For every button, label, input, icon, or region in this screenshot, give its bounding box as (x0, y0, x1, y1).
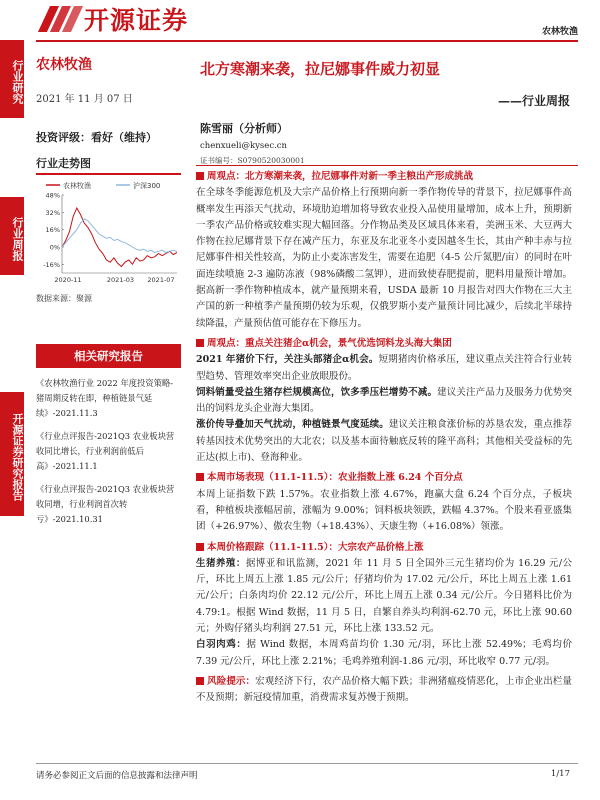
section-heading: 周观点：北方寒潮来袭，拉尼娜事件对新一季主粮出产形成挑战 (207, 171, 474, 182)
analyst-block (200, 120, 305, 166)
left-column (36, 48, 181, 527)
section-lead: 白羽肉鸡： (196, 639, 247, 651)
y-tick-label: 16% (45, 226, 60, 235)
section-text: 短期猪肉价格承压，建议重点关注符合行业转型趋势、管理效率突出企业放眼股份。 (196, 354, 572, 382)
trend-chart (36, 179, 181, 289)
section-heading-value: 农业指数上涨 6.24 个百分点 (337, 472, 463, 484)
series-line (62, 208, 177, 267)
bullet-icon (196, 473, 204, 481)
related-report-link[interactable]: 《农林牧渔行业 2022 年度投资策略-猪周期反转在即，种植链景气延续》-2021.11.3 (36, 378, 174, 418)
section-text: 建议关注产品力及服务力优势突出的饲料龙头企业海大集团。 (196, 386, 572, 415)
section-risk (196, 674, 572, 707)
logo-text: 开源证券 (84, 6, 189, 35)
y-tick-label: 48% (45, 191, 60, 200)
section-weekly-view-1 (196, 169, 572, 332)
report-title: 北方寒潮来袭，拉尼娜事件威力初显 (200, 60, 441, 78)
section-lead: 风险提示： (207, 675, 256, 687)
section-heading: 周观点：重点关注猪企α机会，景气优选饲料龙头海大集团 (207, 337, 452, 349)
section-lead: 饲料销量受益生猪存栏规模高位，饮多季压栏增势不减。 (196, 386, 438, 398)
analyst-divider (196, 165, 578, 166)
related-report-link[interactable]: 《行业点评报告-2021Q3 农业板块营收同比增长，行业利润前低后高》-2021.11.1 (36, 431, 175, 471)
related-reports-header: 相关研究报告 (36, 344, 181, 368)
series-line (62, 219, 177, 253)
footer-divider (36, 763, 578, 764)
trend-chart-svg (36, 179, 181, 289)
section-heading: 本周价格跟踪（11.1-11.5）： (207, 541, 338, 553)
trend-chart-title: 行业走势图 (36, 155, 181, 175)
side-tab-kysec-research: 开源证券研究报告 (0, 392, 24, 516)
x-tick-label: 2021-07 (147, 276, 175, 284)
x-tick-label: 2021-03 (106, 276, 135, 284)
section-text: 本周上证指数下跌 1.57%。农业指数上涨 4.67%，跑赢大盘 6.24 个百分点，子板块看，种植板块涨幅居前，涨幅为 9.00%；饲料板块领跌，跌幅 4.37%。个股来看亚盛集团（+26.97%）、傲农生物（+18.43%）、天康生物（+16.08%）领涨。 (196, 488, 572, 533)
chart-source: 数据来源：聚源 (36, 294, 92, 303)
report-subtitle: ——行业周报 (497, 94, 570, 108)
section-text: 据 Wind 数据，本周鸡苗均价 1.30 元/羽，环比上涨 52.49%；毛鸡均价 7.39 元/公斤，环比上涨 2.21%；毛鸡养殖利润-1.86 元/羽，环比收窄 0.77 元/羽。 (196, 639, 572, 667)
section-price-tracking (196, 540, 572, 670)
logo-mark-icon (38, 4, 78, 34)
side-tab-weekly-report: 行业周报 (0, 197, 24, 275)
legend-label: 农林牧渔 (63, 182, 91, 190)
x-tick-label: 2020-11 (54, 276, 82, 284)
related-report-link[interactable]: 《行业点评报告-2021Q3 农业板块营收同增，行业利润首次转亏》-2021.10.31 (36, 484, 175, 524)
legend-label: 沪深300 (133, 182, 161, 190)
header-sector-tag: 农林牧渔 (541, 27, 578, 37)
report-date: 2021 年 11 月 07 日 (36, 94, 133, 105)
bullet-icon (196, 172, 204, 180)
brand-logo (38, 2, 188, 36)
section-text: 宏观经济下行，农产品价格大幅下跌；非洲猪瘟疫情恶化，上市企业出栏量不及预期；新冠疫情加重，消费需求复苏慢于预期。 (196, 675, 572, 704)
analyst-name: 陈雪丽（分析师） (200, 122, 288, 135)
section-heading-value: 大宗农产品价格上涨 (337, 541, 424, 553)
section-text: 据博亚和讯监测，2021 年 11 月 5 日全国外三元生猪均价为 16.29 元/公斤，环比上周五上涨 1.85 元/公斤；仔猪均价为 17.02 元/公斤，环比上周五上涨 1.61 元/公斤；白条肉均价 22.12 元/公斤，环比上周五上涨 0.34 元/公斤。今日猪料比价为 4.79:1。根据 Wind 数据，11 月 5 日，自繁自养头均利润-62.70 元，环比上涨 90.60 元；外购仔猪头均利润 27.51 元，环比上涨 133.52 元。 (196, 557, 572, 635)
section-lead: 2021 年猪价下行，关注头部猪企α机会。 (196, 354, 379, 366)
section-heading: 本周市场表现（11.1-11.5）： (207, 472, 338, 484)
bullet-icon (196, 339, 204, 347)
sector-name: 农林牧渔 (36, 57, 92, 73)
page-number: 1/17 (550, 769, 570, 779)
analyst-cert: 证书编号：S0790520030001 (200, 156, 305, 165)
side-tab-industry-research: 行业研究 (0, 40, 24, 118)
section-text: 在全球冬季能源危机及大宗产品价格上行预期向新一季作物传导的背景下，拉尼娜事件高概率发生再添天气扰动，环境肋迫增加将导致农业投入品使用量增加，成本上升，预期新一季农产品价格或较难实现大幅回落。分作物品类及区域具体来看，美洲玉米、大豆两大作物在拉尼娜背景下存在减产压力，东亚及东北亚冬小麦因越冬生长，其由产种丰赤与拉尼娜事件相关性较高，为防止小麦冻害发生，需要在追肥（4-5 公斤氮肥/亩）的同时在叶面连续喷施 2-3 遍防冻液（98%磷酸二氢钾），进而致使春肥提前，肥料用量预计增加。据高新一季作物种植成本，就产量预期来看，USDA 最新 10 月报告对四大作物在三大主产国的新一种植季产量预期仍较为乐观，仅俄罗斯小麦产量预计同比减少，后续北半球持续降温，产量预估值可能存在下修压力。 (196, 187, 572, 329)
section-market-performance (196, 470, 572, 535)
y-tick-label: 32% (45, 208, 60, 217)
bullet-icon (196, 677, 204, 685)
report-body (196, 169, 572, 707)
section-lead: 涨价传导叠加天气扰动，种植链景气度延续。 (196, 419, 389, 431)
y-tick-label: -16% (43, 260, 60, 269)
investment-rating: 投资评级：看好（维持） (36, 131, 157, 144)
section-lead: 生猪养殖： (196, 557, 246, 569)
section-text: 建议关注粮食涨价标的苏垦农发，重点推荐转基因技术优势突出的大北农；以及基本面待触底反转的隆平高科；其他相关受益标的先正达(拟上市)、登海种业。 (196, 419, 572, 464)
bullet-icon (196, 543, 204, 551)
header-divider (36, 40, 578, 42)
section-weekly-view-2 (196, 336, 572, 466)
footer-disclaimer: 请务必参阅正文后面的信息披露和法律声明 (36, 771, 198, 781)
analyst-email[interactable]: chenxueli@kysec.cn (200, 141, 288, 151)
y-tick-label: 0% (49, 243, 60, 252)
